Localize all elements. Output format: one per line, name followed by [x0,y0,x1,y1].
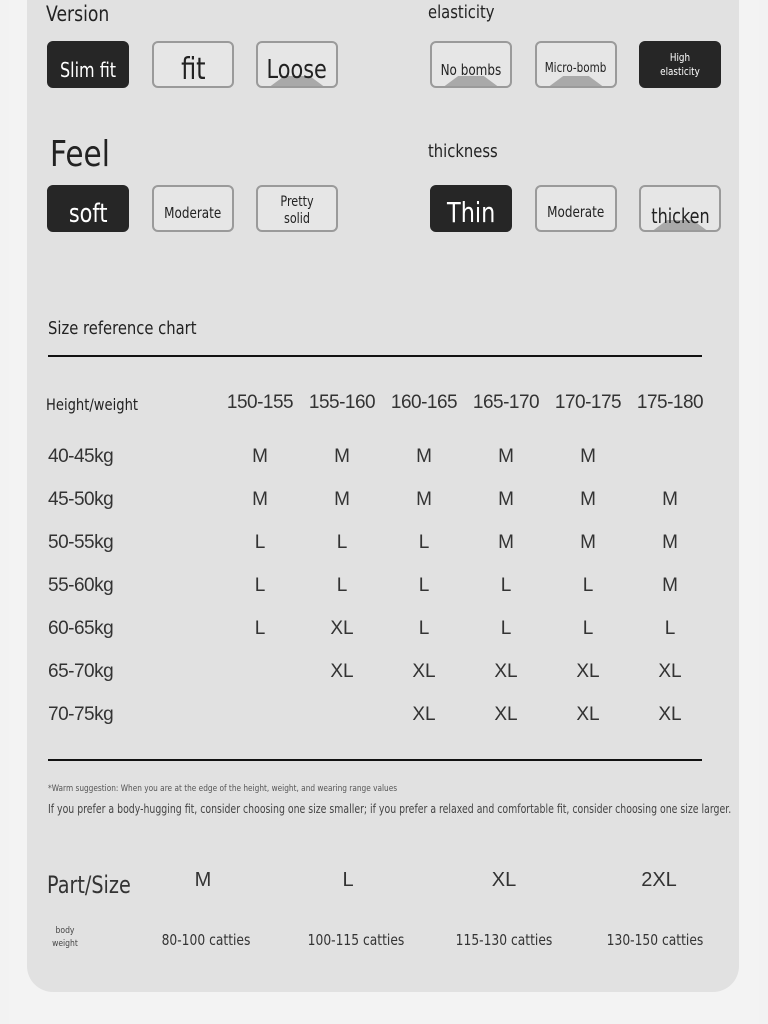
size-cell: L [582,575,594,596]
feel-label: Feel [50,134,110,175]
height-col-header: 160-165 [390,392,458,413]
size-cell: M [498,446,514,467]
size-cell: XL [658,704,682,725]
weight-row-label: 50-55kg [48,532,114,553]
size-cell: M [580,489,596,510]
size-cell: M [334,489,350,510]
size-cell: L [582,618,594,639]
size-chart-title: Size reference chart [48,318,197,339]
size-cell: XL [658,661,682,682]
size-cell: M [662,489,678,510]
feel-option-soft[interactable]: soft [47,185,129,232]
height-weight-header: Height/weight [46,395,139,414]
height-col-header: 150-155 [226,392,294,413]
body-weight-label: body weight [52,926,78,949]
size-cell: L [418,575,430,596]
part-size-header: XL [491,869,517,891]
height-col-header: 165-170 [472,392,540,413]
weight-row-label: 65-70kg [48,661,114,682]
fit-advice-note: If you prefer a body-hugging fit, consider choosing one size smaller; if you prefer a relaxed and comfortable fit, consider choosing one size larger. [48,802,732,816]
body-weight-value: 80-100 catties [161,931,251,949]
elasticity-label: elasticity [428,2,495,23]
size-cell: M [662,575,678,596]
size-cell: M [662,532,678,553]
size-cell: L [254,532,266,553]
version-label: Version [46,2,110,26]
divider-top [48,355,702,357]
size-cell: L [418,532,430,553]
body-weight-value: 115-130 catties [455,931,553,949]
part-size-title: Part/Size [47,871,131,899]
size-cell: XL [494,704,518,725]
size-cell: L [500,575,512,596]
height-col-header: 175-180 [636,392,704,413]
height-col-header: 155-160 [308,392,376,413]
weight-row-label: 60-65kg [48,618,114,639]
size-cell: M [252,446,268,467]
feel-option-pretty-solid[interactable]: Pretty solid [256,185,338,232]
size-cell: XL [330,661,354,682]
size-cell: L [418,618,430,639]
size-cell: M [580,446,596,467]
decorative-mound [547,76,605,88]
body-weight-value: 100-115 catties [307,931,405,949]
part-size-header: L [342,869,354,891]
size-cell: XL [494,661,518,682]
weight-row-label: 45-50kg [48,489,114,510]
size-cell: XL [412,704,436,725]
size-cell: M [416,489,432,510]
part-size-header: 2XL [641,869,677,891]
size-cell: L [664,618,676,639]
warm-suggestion-note: *Warm suggestion: When you are at the edge of the height, weight, and wearing range values [48,784,398,794]
size-cell: L [254,575,266,596]
elasticity-option-micro-bomb[interactable]: Micro-bomb [535,41,617,88]
feel-option-moderate[interactable]: Moderate [152,185,234,232]
size-cell: L [254,618,266,639]
size-cell: XL [576,661,600,682]
part-size-header: M [194,869,212,891]
elasticity-option-no-bombs[interactable]: No bombs [430,41,512,88]
height-col-header: 170-175 [554,392,622,413]
body-weight-value: 130-150 catties [606,931,704,949]
size-cell: M [334,446,350,467]
size-cell: L [336,532,348,553]
size-cell: XL [330,618,354,639]
size-cell: M [580,532,596,553]
version-option-fit[interactable]: fit [152,41,234,88]
thickness-label: thickness [428,141,498,162]
size-cell: M [498,489,514,510]
size-cell: XL [412,661,436,682]
weight-row-label: 55-60kg [48,575,114,596]
thickness-option-thin[interactable]: Thin [430,185,512,232]
thickness-option-thicken[interactable]: thicken [639,185,721,232]
version-option-loose[interactable]: Loose [256,41,338,88]
size-cell: L [500,618,512,639]
size-cell: M [416,446,432,467]
version-option-slim-fit[interactable]: Slim fit [47,41,129,88]
size-cell: M [498,532,514,553]
elasticity-option-high-elasticity[interactable]: High elasticity [639,41,721,88]
thickness-option-moderate[interactable]: Moderate [535,185,617,232]
size-cell: XL [576,704,600,725]
weight-row-label: 40-45kg [48,446,114,467]
weight-row-label: 70-75kg [48,704,114,725]
size-cell: M [252,489,268,510]
size-cell: L [336,575,348,596]
divider-bottom [48,759,702,761]
